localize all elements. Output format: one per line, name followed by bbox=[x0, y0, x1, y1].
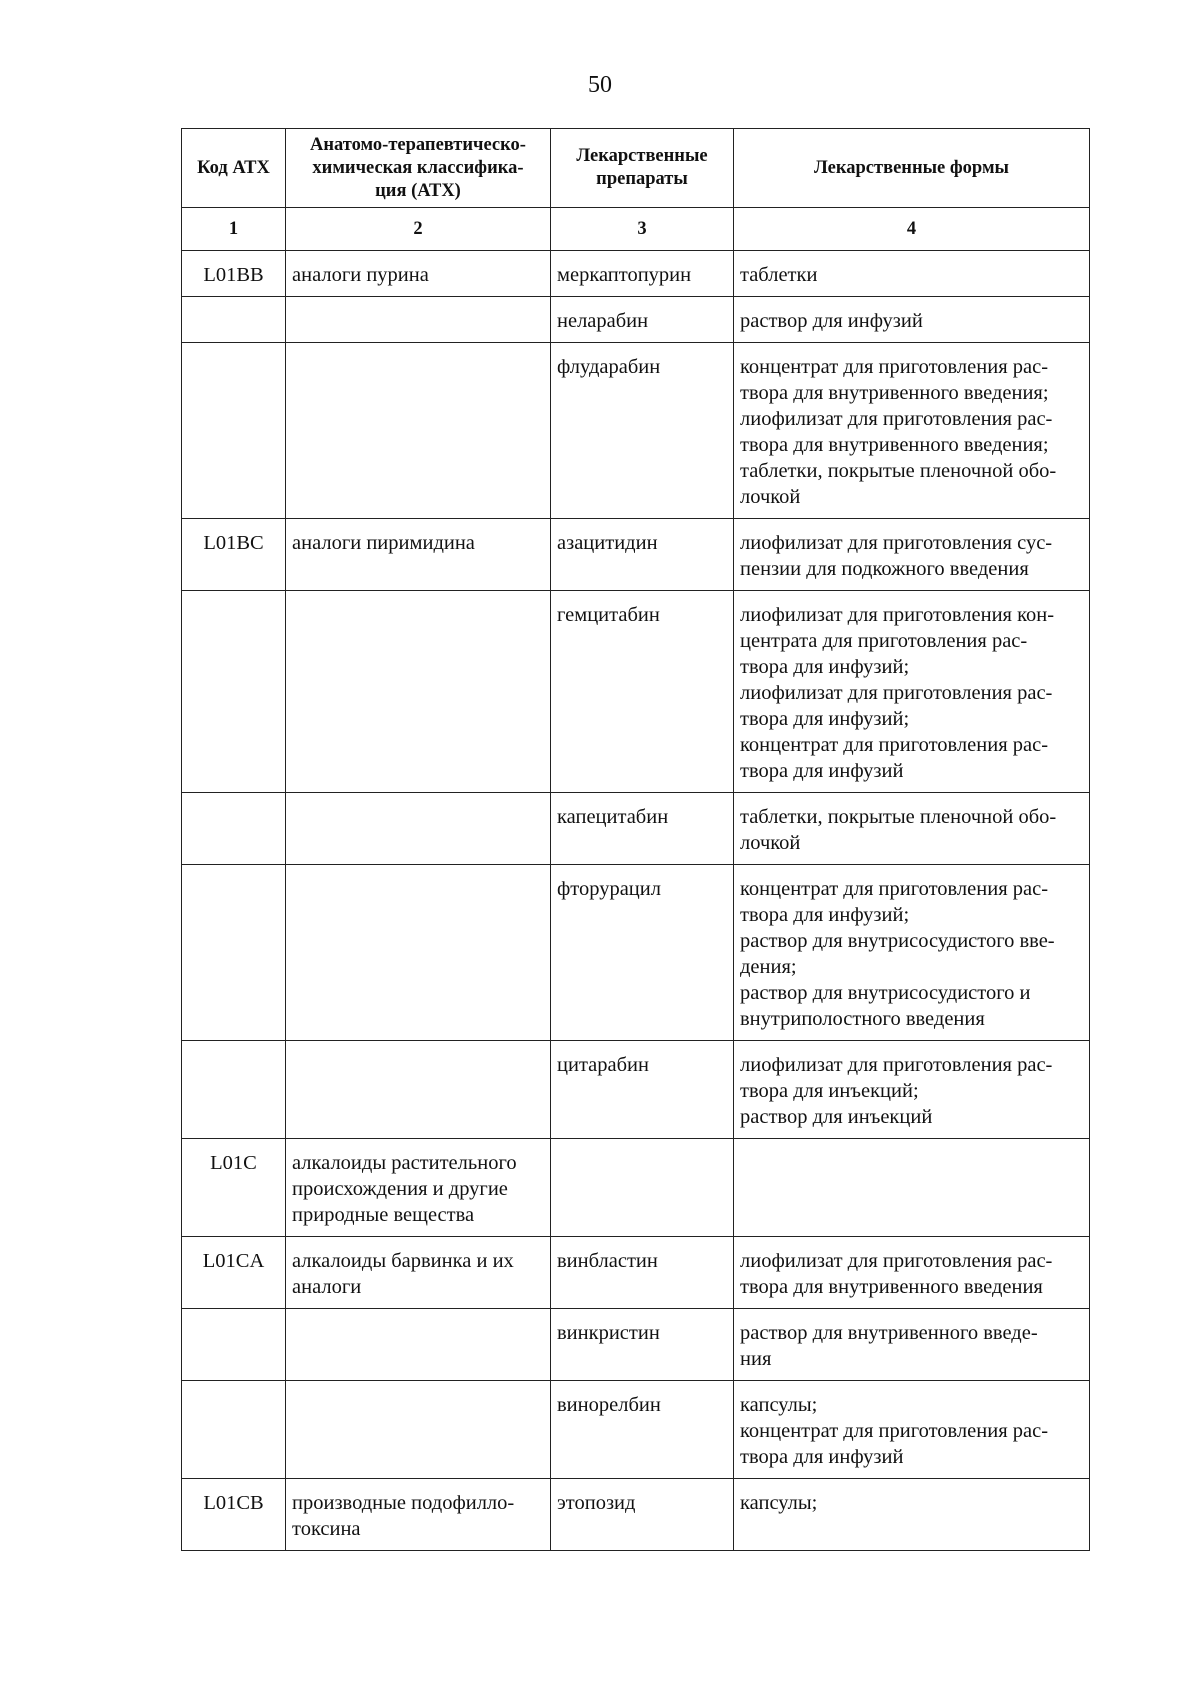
dosage-form-line: твора для инфузий; bbox=[740, 708, 910, 730]
classification-line: аналоги пиримидина bbox=[292, 532, 475, 554]
atx-code-cell bbox=[182, 1041, 286, 1139]
classification-line: алкалоиды растительного bbox=[292, 1152, 517, 1174]
drug-cell: капецитабин bbox=[551, 793, 734, 865]
classification-line: происхождения и другие bbox=[292, 1178, 508, 1200]
header-text-line: Лекарственные bbox=[576, 146, 708, 166]
dosage-form-line: лиофилизат для приготовления рас- bbox=[740, 408, 1053, 430]
dosage-form-line: раствор для внутрисосудистого вве- bbox=[740, 930, 1055, 952]
dosage-forms-cell bbox=[734, 1139, 1090, 1237]
header-code: Код АТХ bbox=[182, 129, 286, 208]
atx-code-cell bbox=[182, 865, 286, 1041]
atx-code-cell: L01BC bbox=[182, 519, 286, 591]
dosage-form-line: таблетки bbox=[740, 264, 818, 286]
dosage-form-line: центрата для приготовления рас- bbox=[740, 630, 1028, 652]
dosage-form-line: таблетки, покрытые пленочной обо- bbox=[740, 460, 1057, 482]
drug-cell: винбластин bbox=[551, 1237, 734, 1309]
atx-table bbox=[181, 128, 1090, 1551]
dosage-forms-cell bbox=[734, 865, 1090, 1041]
classification-line: аналоги bbox=[292, 1276, 362, 1298]
dosage-form-line: лочкой bbox=[740, 832, 801, 854]
drug-cell: неларабин bbox=[551, 297, 734, 343]
dosage-form-line: лиофилизат для приготовления рас- bbox=[740, 1054, 1053, 1076]
column-number: 2 bbox=[286, 208, 551, 251]
dosage-form-line: лиофилизат для приготовления кон- bbox=[740, 604, 1055, 626]
dosage-form-line: лиофилизат для приготовления сус- bbox=[740, 532, 1053, 554]
dosage-forms-cell bbox=[734, 1309, 1090, 1381]
classification-cell bbox=[286, 1309, 551, 1381]
atx-code-cell bbox=[182, 297, 286, 343]
dosage-form-line: раствор для внутрисосудистого и bbox=[740, 982, 1031, 1004]
dosage-form-line: твора для инфузий; bbox=[740, 904, 910, 926]
dosage-form-line: лиофилизат для приготовления рас- bbox=[740, 682, 1053, 704]
dosage-form-line: таблетки, покрытые пленочной обо- bbox=[740, 806, 1057, 828]
dosage-forms-cell bbox=[734, 793, 1090, 865]
classification-cell bbox=[286, 1237, 551, 1309]
dosage-form-line: твора для инфузий bbox=[740, 1446, 904, 1468]
dosage-forms-cell bbox=[734, 343, 1090, 519]
table-row bbox=[182, 297, 1090, 343]
dosage-form-line: твора для внутривенного введения bbox=[740, 1276, 1043, 1298]
table-row bbox=[182, 591, 1090, 793]
atx-table-body bbox=[182, 129, 1090, 1551]
table-row bbox=[182, 1237, 1090, 1309]
drug-cell: фторурацил bbox=[551, 865, 734, 1041]
header-text-line: химическая классифика- bbox=[312, 157, 524, 178]
dosage-form-line: твора для внутривенного введения; bbox=[740, 382, 1049, 404]
dosage-form-line: концентрат для приготовления рас- bbox=[740, 356, 1049, 378]
table-row bbox=[182, 1309, 1090, 1381]
table-row bbox=[182, 519, 1090, 591]
dosage-forms-cell bbox=[734, 1479, 1090, 1551]
dosage-form-line: раствор для внутривенного введе- bbox=[740, 1322, 1038, 1344]
drug-cell: винкристин bbox=[551, 1309, 734, 1381]
classification-cell bbox=[286, 865, 551, 1041]
dosage-form-line: ния bbox=[740, 1348, 772, 1370]
classification-line: производные подофилло- bbox=[292, 1492, 515, 1514]
dosage-forms-cell bbox=[734, 519, 1090, 591]
header-text-line: ция (АТХ) bbox=[375, 180, 461, 201]
dosage-form-line: лочкой bbox=[740, 486, 801, 508]
dosage-forms-cell bbox=[734, 1041, 1090, 1139]
classification-cell bbox=[286, 297, 551, 343]
atx-code-cell bbox=[182, 793, 286, 865]
dosage-form-line: дения; bbox=[740, 956, 797, 978]
dosage-form-line: твора для внутривенного введения; bbox=[740, 434, 1049, 456]
header-classification bbox=[286, 129, 551, 208]
atx-code-cell: L01BB bbox=[182, 251, 286, 297]
classification-cell bbox=[286, 1041, 551, 1139]
dosage-form-line: капсулы; bbox=[740, 1492, 818, 1514]
header-text-line: препараты bbox=[596, 169, 688, 189]
dosage-forms-cell bbox=[734, 1381, 1090, 1479]
header-drugs bbox=[551, 129, 734, 208]
atx-code-cell: L01CB bbox=[182, 1479, 286, 1551]
dosage-form-line: внутриполостного введения bbox=[740, 1008, 985, 1030]
column-number-row bbox=[182, 208, 1090, 251]
drug-cell: винорелбин bbox=[551, 1381, 734, 1479]
dosage-form-line: концентрат для приготовления рас- bbox=[740, 1420, 1049, 1442]
atx-code-cell bbox=[182, 1309, 286, 1381]
column-number: 1 bbox=[182, 208, 286, 251]
classification-cell bbox=[286, 343, 551, 519]
dosage-form-line: концентрат для приготовления рас- bbox=[740, 734, 1049, 756]
classification-cell bbox=[286, 1381, 551, 1479]
classification-line: алкалоиды барвинка и их bbox=[292, 1250, 514, 1272]
dosage-form-line: раствор для инъекций bbox=[740, 1106, 933, 1128]
dosage-forms-cell bbox=[734, 1237, 1090, 1309]
dosage-form-line: твора для инъекций; bbox=[740, 1080, 919, 1102]
dosage-form-line: твора для инфузий; bbox=[740, 656, 910, 678]
dosage-form-line: пензии для подкожного введения bbox=[740, 558, 1029, 580]
classification-cell bbox=[286, 519, 551, 591]
drug-cell: гемцитабин bbox=[551, 591, 734, 793]
table-row bbox=[182, 251, 1090, 297]
table-row bbox=[182, 1479, 1090, 1551]
atx-code-cell bbox=[182, 1381, 286, 1479]
classification-cell bbox=[286, 1479, 551, 1551]
table-row bbox=[182, 1381, 1090, 1479]
atx-code-cell: L01C bbox=[182, 1139, 286, 1237]
dosage-forms-cell bbox=[734, 591, 1090, 793]
classification-cell bbox=[286, 251, 551, 297]
column-number: 4 bbox=[734, 208, 1090, 251]
classification-cell bbox=[286, 793, 551, 865]
header-forms: Лекарственные формы bbox=[734, 129, 1090, 208]
dosage-form-line: капсулы; bbox=[740, 1394, 818, 1416]
drug-cell: этопозид bbox=[551, 1479, 734, 1551]
dosage-form-line: концентрат для приготовления рас- bbox=[740, 878, 1049, 900]
table-row bbox=[182, 865, 1090, 1041]
dosage-form-line: лиофилизат для приготовления рас- bbox=[740, 1250, 1053, 1272]
dosage-form-line: раствор для инфузий bbox=[740, 310, 923, 332]
atx-code-cell bbox=[182, 343, 286, 519]
classification-line: токсина bbox=[292, 1518, 361, 1540]
page-number: 50 bbox=[588, 72, 612, 98]
dosage-form-line: твора для инфузий bbox=[740, 760, 904, 782]
drug-cell: азацитидин bbox=[551, 519, 734, 591]
dosage-forms-cell bbox=[734, 251, 1090, 297]
table-row bbox=[182, 793, 1090, 865]
classification-cell bbox=[286, 591, 551, 793]
classification-cell bbox=[286, 1139, 551, 1237]
drug-cell: меркаптопурин bbox=[551, 251, 734, 297]
table-row bbox=[182, 1041, 1090, 1139]
classification-line: природные вещества bbox=[292, 1204, 475, 1226]
dosage-forms-cell bbox=[734, 297, 1090, 343]
atx-code-cell: L01CA bbox=[182, 1237, 286, 1309]
drug-cell: флударабин bbox=[551, 343, 734, 519]
column-number: 3 bbox=[551, 208, 734, 251]
atx-code-cell bbox=[182, 591, 286, 793]
table-row bbox=[182, 1139, 1090, 1237]
header-row bbox=[182, 129, 1090, 208]
table-row bbox=[182, 343, 1090, 519]
header-text-line: Анатомо-терапевтическо- bbox=[310, 134, 526, 155]
drug-cell bbox=[551, 1139, 734, 1237]
drug-cell: цитарабин bbox=[551, 1041, 734, 1139]
classification-line: аналоги пурина bbox=[292, 264, 429, 286]
